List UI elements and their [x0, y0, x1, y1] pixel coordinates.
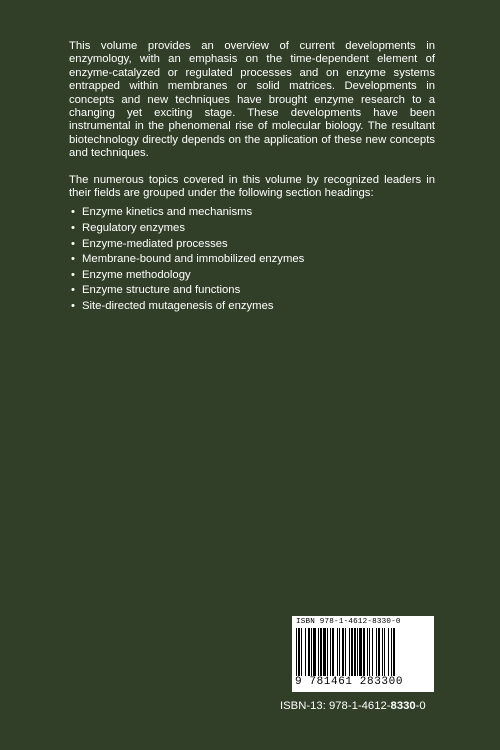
barcode-bar — [320, 628, 322, 676]
barcode-bar — [359, 628, 362, 676]
barcode-bars — [296, 628, 430, 676]
barcode-bar — [354, 628, 356, 676]
back-cover-text — [69, 40, 435, 316]
bullet-icon: • — [71, 300, 75, 313]
barcode-bar — [305, 628, 306, 676]
barcode-bar — [345, 628, 346, 676]
barcode-bar — [342, 628, 344, 676]
barcode-bar — [376, 628, 377, 676]
list-item: • Regulatory enzymes — [71, 222, 185, 235]
isbn13-label: ISBN-13: 978-1-4612-8330-0 — [280, 700, 426, 712]
barcode-bar — [327, 628, 328, 676]
barcode-bar — [351, 628, 353, 676]
barcode — [292, 616, 434, 692]
barcode-isbn-label: ISBN 978-1-4612-8330-0 — [296, 618, 401, 626]
bullet-icon: • — [71, 268, 75, 281]
bullet-icon: • — [71, 284, 75, 297]
barcode-bar — [369, 628, 370, 676]
barcode-bar — [388, 628, 389, 676]
barcode-digits: 9 781461 283300 — [295, 676, 404, 688]
bullet-icon: • — [71, 237, 75, 250]
list-item: • Membrane-bound and immobilized enzymes — [71, 253, 305, 266]
barcode-bar — [301, 628, 302, 676]
barcode-bar — [318, 628, 319, 676]
barcode-bar — [378, 628, 380, 676]
intro-paragraph: This volume provides an overview of current developments in enzymology, with an emphasis on the time-dependent element of enzyme-catalyzed or regulated processes and on enzyme systems entrapped within membranes or solid matrices. Developments in concepts and new techniques have brought enzyme research to a changing yet exciting stage. These developments have been instrumental in the phenomenal rise of molecular biology. The resultant biotechnology directly depends on the application of these new concepts and techniques. — [69, 40, 435, 160]
barcode-bar — [330, 628, 331, 676]
barcode-bar — [323, 628, 326, 676]
bullet-icon: • — [71, 253, 75, 266]
barcode-bar — [363, 628, 365, 676]
topics-intro: The numerous topics covered in this volume by recognized leaders in their fields are grouped under the following section headings: — [69, 173, 435, 200]
barcode-bar — [313, 628, 316, 676]
barcode-bar — [339, 628, 340, 676]
barcode-bar — [384, 628, 385, 676]
bullet-icon: • — [71, 206, 75, 219]
barcode-bar — [337, 628, 338, 676]
barcode-bar — [367, 628, 368, 676]
list-item: • Enzyme structure and functions — [71, 284, 241, 297]
list-item: • Enzyme kinetics and mechanisms — [71, 206, 253, 219]
bullet-icon: • — [71, 222, 75, 235]
list-item: • Enzyme-mediated processes — [71, 237, 228, 250]
list-item: • Site-directed mutagenesis of enzymes — [71, 300, 274, 313]
barcode-bar — [372, 628, 373, 676]
barcode-bar — [298, 628, 300, 676]
barcode-bar — [391, 628, 392, 676]
barcode-bar — [393, 628, 395, 676]
topics-list — [69, 206, 435, 313]
barcode-bar — [332, 628, 334, 676]
barcode-bar — [311, 628, 312, 676]
barcode-bar — [357, 628, 358, 676]
barcode-bar — [349, 628, 350, 676]
list-item: • Enzyme methodology — [71, 268, 191, 281]
barcode-bar — [296, 628, 297, 676]
barcode-bar — [308, 628, 310, 676]
barcode-bar — [382, 628, 383, 676]
